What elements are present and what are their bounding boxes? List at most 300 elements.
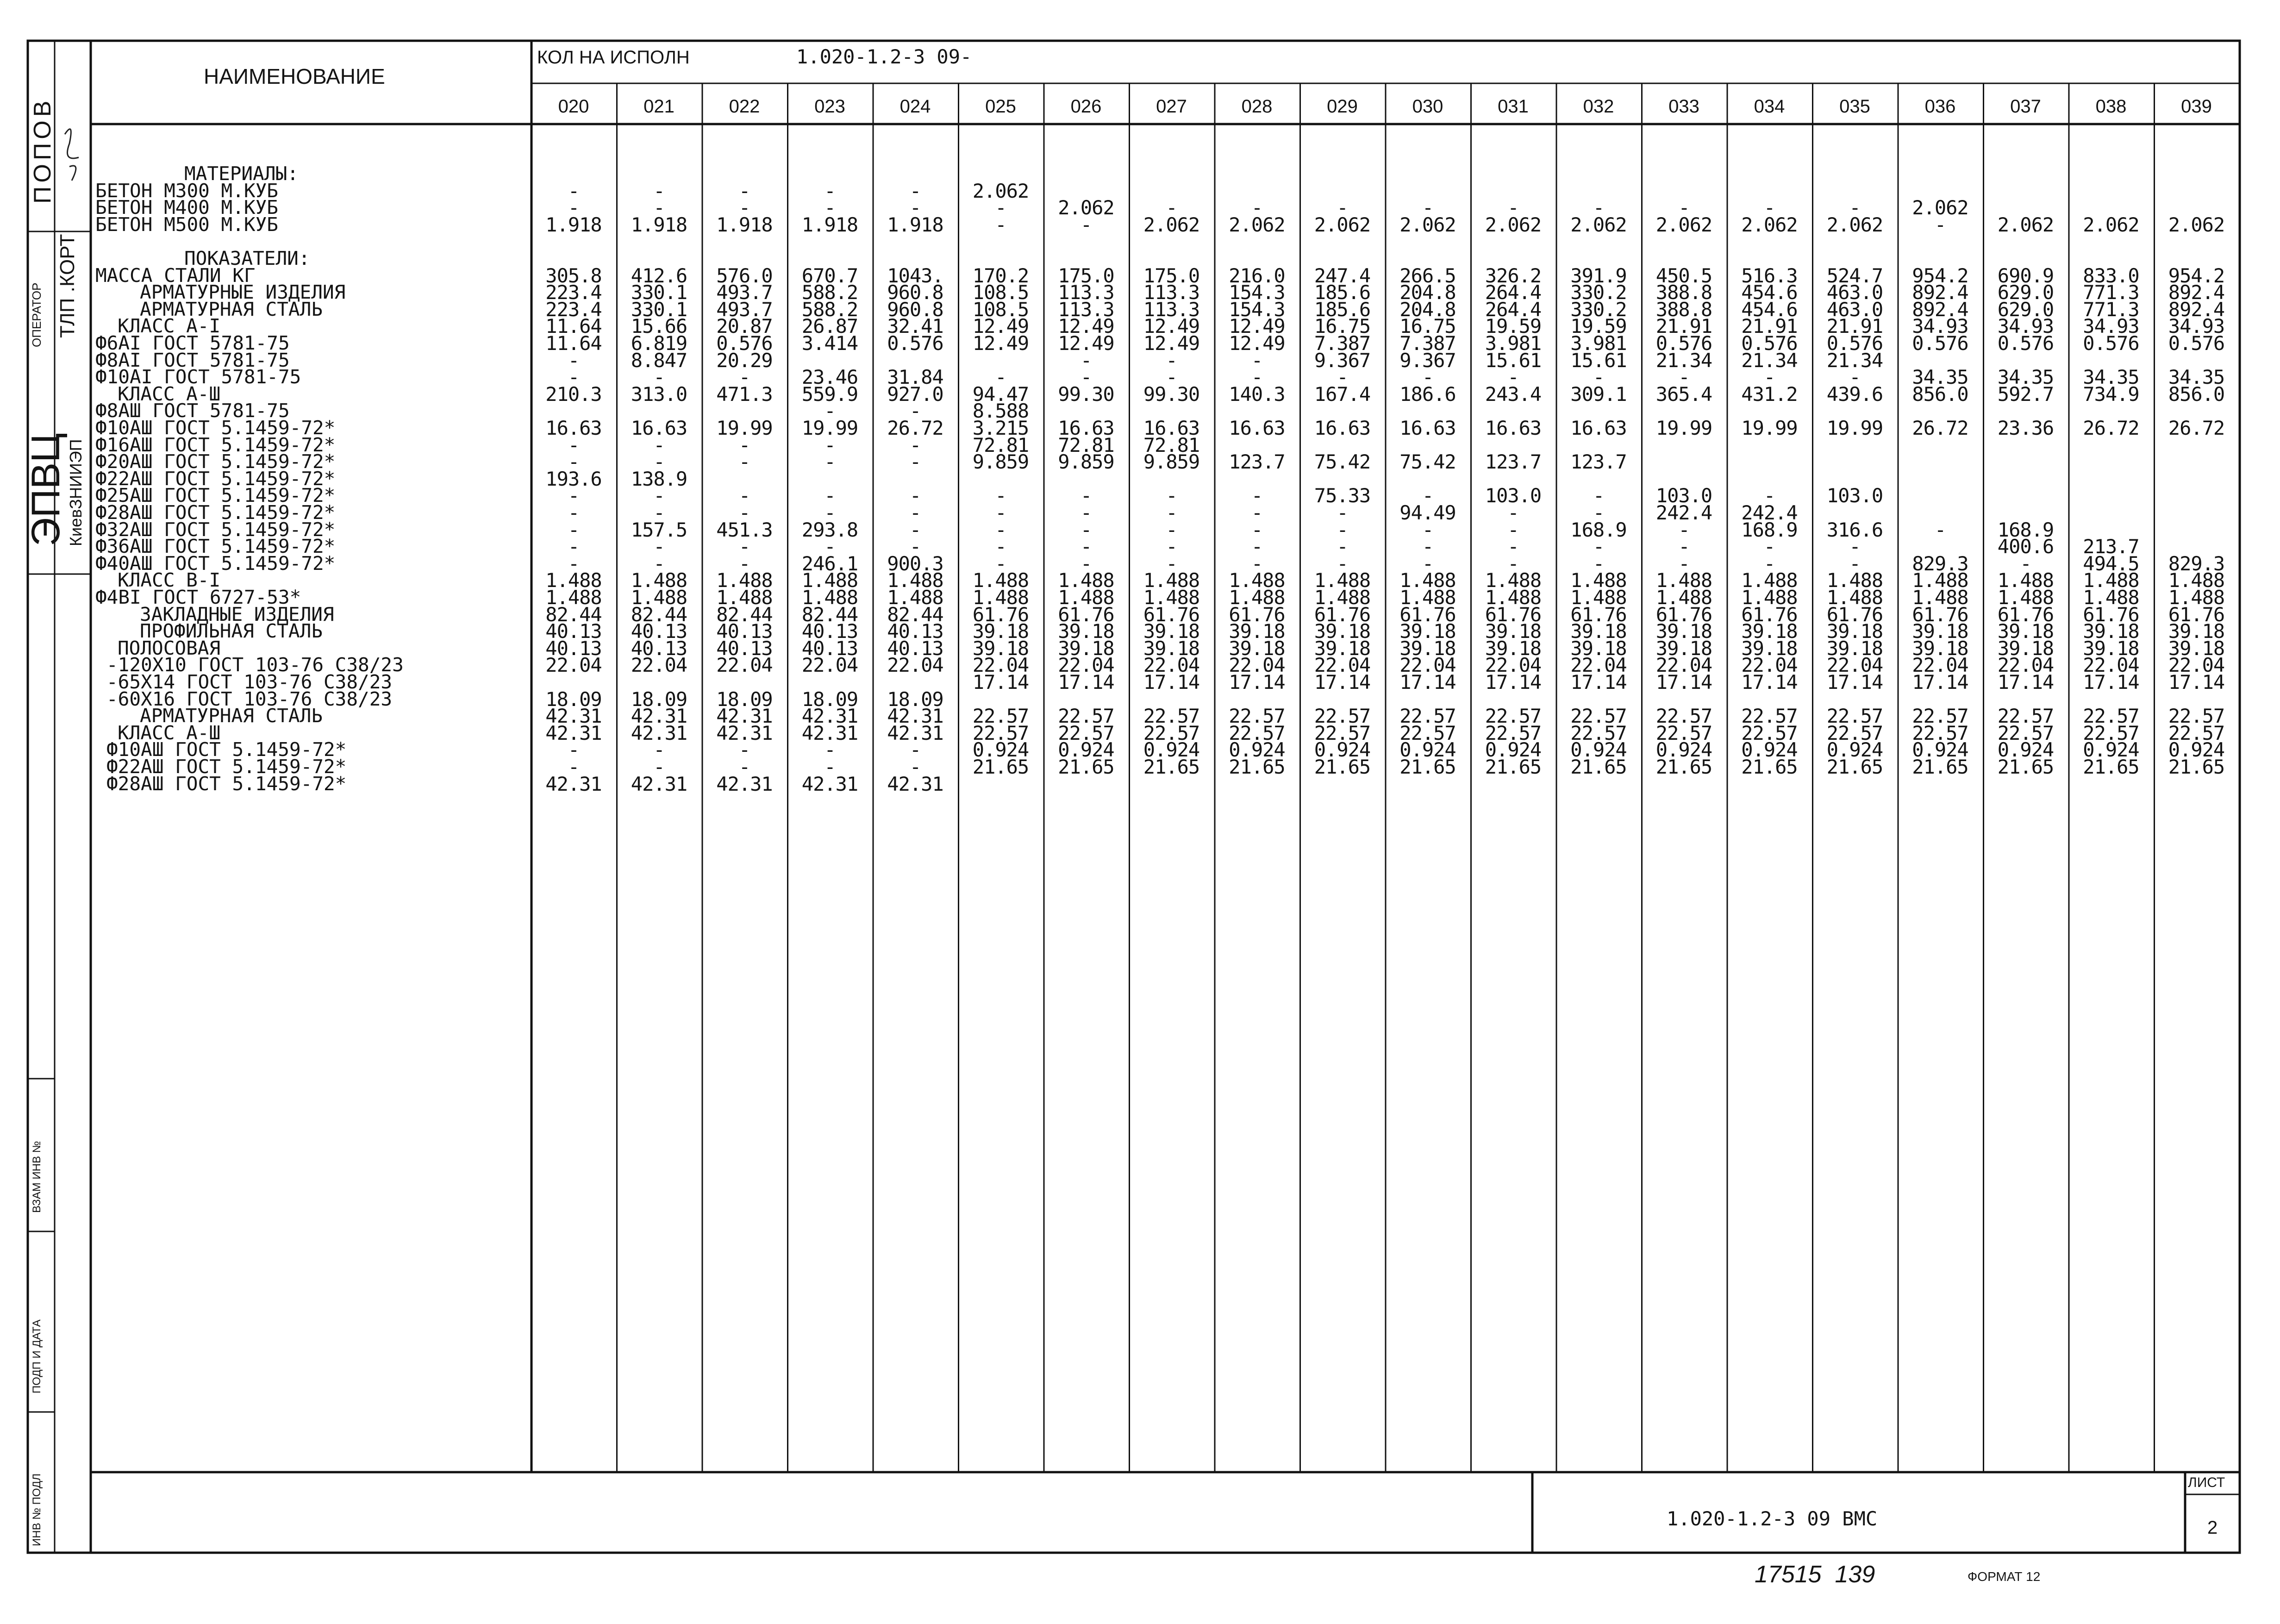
table-cell: - <box>909 518 921 541</box>
table-cell: 12.49 <box>972 315 1029 338</box>
table-cell: - <box>738 535 750 558</box>
row-label: Ф10АI ГОСТ 5781-75 <box>95 366 301 388</box>
table-cell: 26.87 <box>801 315 858 338</box>
table-cell: 154.3 <box>1229 281 1285 304</box>
variant-code: 026 <box>1070 96 1102 117</box>
table-cell: 204.8 <box>1399 298 1456 321</box>
name-column-header: НАИМЕНОВАНИЕ <box>204 64 385 88</box>
table-cell: 3.981 <box>1570 332 1627 355</box>
table-cell: 193.6 <box>545 467 602 490</box>
table-cell: 17.14 <box>972 671 1029 693</box>
table-cell: - <box>1849 535 1861 558</box>
table-cell: 16.63 <box>631 417 687 439</box>
row-label: Ф28АШ ГОСТ 5.1459-72* <box>106 772 347 795</box>
table-cell: 450.5 <box>1655 264 1712 287</box>
table-cell: 22.57 <box>1399 721 1456 744</box>
table-cell: 900.3 <box>887 552 943 575</box>
table-cell: 1.488 <box>2083 569 2139 592</box>
table-cell: 22.57 <box>1143 721 1200 744</box>
table-cell: - <box>1080 484 1092 507</box>
table-cell: 72.81 <box>1058 433 1114 456</box>
table-cell: - <box>1849 552 1861 575</box>
table-cell: - <box>909 433 921 456</box>
table-cell: 9.859 <box>972 450 1029 474</box>
table-cell: 771.3 <box>2083 298 2139 321</box>
signature-scribble <box>65 129 79 181</box>
table-cell: 16.63 <box>1485 417 1542 439</box>
row-label: Ф32АШ ГОСТ 5.1459-72* <box>95 518 336 541</box>
table-cell: 0.924 <box>1826 738 1883 762</box>
table-cell: - <box>995 501 1006 524</box>
table-cell: 16.63 <box>1399 417 1456 439</box>
table-cell: - <box>1763 484 1775 507</box>
table-cell: 22.57 <box>1314 705 1371 728</box>
table-cell: 0.924 <box>2083 738 2139 762</box>
table-cell: - <box>1678 535 1690 558</box>
table-cell: 39.18 <box>1229 620 1285 643</box>
table-cell: 264.4 <box>1485 281 1542 304</box>
table-cell: 0.924 <box>1229 738 1285 762</box>
table-cell: - <box>1593 535 1605 558</box>
sheet-number: 2 <box>2207 1518 2218 1538</box>
table-cell: 493.7 <box>716 298 773 321</box>
table-cell: 61.76 <box>1826 603 1883 626</box>
table-cell: 242.4 <box>1655 501 1712 524</box>
table-cell: 2.062 <box>1826 213 1883 236</box>
table-cell: 0.576 <box>1655 332 1712 355</box>
table-cell: 629.0 <box>1997 281 2054 304</box>
table-cell: 140.3 <box>1229 382 1285 406</box>
table-cell: 94.47 <box>972 382 1029 406</box>
stamp-popov: ПОПОВ <box>29 97 56 204</box>
table-cell: 588.2 <box>801 298 858 321</box>
row-label: БЕТОН М500 М.КУБ <box>95 213 278 236</box>
row-label: Ф4ВI ГОСТ 6727-53* <box>95 586 301 608</box>
table-cell: 22.04 <box>2168 654 2225 677</box>
table-cell: 113.3 <box>1143 281 1200 304</box>
table-cell: - <box>1080 366 1092 389</box>
row-label: АРМАТУРНАЯ СТАЛЬ <box>140 705 323 727</box>
table-cell: 22.04 <box>1912 654 1968 677</box>
table-cell: 21.34 <box>1655 349 1712 372</box>
table-cell: 1.488 <box>972 569 1029 592</box>
row-label: ПОЛОСОВАЯ <box>118 637 221 659</box>
table-cell: 391.9 <box>1570 264 1627 287</box>
table-cell: - <box>824 196 836 219</box>
table-cell: 1.488 <box>1485 569 1542 592</box>
table-cell: 210.3 <box>545 382 602 406</box>
table-cell: - <box>1678 196 1690 219</box>
table-cell: - <box>1763 196 1775 219</box>
table-cell: 61.76 <box>1485 603 1542 626</box>
table-cell: 17.14 <box>1912 671 1968 693</box>
table-cell: - <box>568 756 580 778</box>
table-cell: 21.65 <box>972 756 1029 778</box>
table-cell: 22.57 <box>1826 705 1883 728</box>
table-cell: 0.924 <box>1912 738 1968 762</box>
document-code: 1.020-1.2-3 09 ВМС <box>1667 1507 1878 1530</box>
table-cell: 0.924 <box>1399 738 1456 762</box>
table-cell: 61.76 <box>1997 603 2054 626</box>
table-cell: 2.062 <box>1399 213 1456 236</box>
table-cell: 2.062 <box>1058 196 1114 219</box>
table-cell: 23.46 <box>801 366 858 389</box>
table-cell: 1.918 <box>887 213 943 236</box>
table-cell: 26.72 <box>2168 417 2225 439</box>
table-cell: 8.588 <box>972 400 1029 423</box>
table-cell: 22.57 <box>1058 705 1114 728</box>
table-cell: 17.14 <box>1399 671 1456 693</box>
table-cell: 16.75 <box>1314 315 1371 338</box>
table-cell: - <box>909 179 921 202</box>
table-cell: 42.31 <box>545 721 602 744</box>
table-cell: - <box>1934 518 1946 541</box>
table-cell: 11.64 <box>545 315 602 338</box>
table-cell: - <box>1251 501 1263 524</box>
table-cell: - <box>568 433 580 456</box>
stamp-org: ЭПВЦ <box>24 433 68 546</box>
table-cell: - <box>1763 552 1775 575</box>
table-cell: - <box>1678 552 1690 575</box>
table-cell: 82.44 <box>631 603 687 626</box>
table-cell: 8.847 <box>631 349 687 372</box>
table-cell: 927.0 <box>887 382 943 406</box>
table-cell: 42.31 <box>801 721 858 744</box>
table-cell: - <box>738 484 750 507</box>
table-cell: 61.76 <box>1570 603 1627 626</box>
table-cell: - <box>1593 501 1605 524</box>
table-cell: 1.488 <box>545 586 602 609</box>
table-cell: 20.87 <box>716 315 773 338</box>
row-label: Ф25АШ ГОСТ 5.1459-72* <box>95 484 336 507</box>
table-cell: 22.57 <box>1143 705 1200 728</box>
table-cell: 16.63 <box>1314 417 1371 439</box>
table-cell: - <box>1166 535 1177 558</box>
table-cell: 40.13 <box>801 637 858 660</box>
table-cell: 1.488 <box>1143 569 1200 592</box>
table-cell: 670.7 <box>801 264 858 287</box>
table-cell: 39.18 <box>1655 637 1712 660</box>
table-cell: 0.576 <box>1826 332 1883 355</box>
table-cell: - <box>824 738 836 762</box>
table-cell: 771.3 <box>2083 281 2139 304</box>
table-cell: - <box>1422 552 1434 575</box>
table-cell: 61.76 <box>1058 603 1114 626</box>
variant-code: 036 <box>1924 96 1956 117</box>
table-cell: - <box>995 552 1006 575</box>
table-cell: 21.65 <box>1912 756 1968 778</box>
table-cell: 61.76 <box>1229 603 1285 626</box>
table-cell: - <box>1080 535 1092 558</box>
table-cell: 17.14 <box>1485 671 1542 693</box>
table-cell: 1.488 <box>1314 586 1371 609</box>
table-cell: - <box>568 179 580 202</box>
table-cell: 451.3 <box>716 518 773 541</box>
table-cell: 1.488 <box>2168 586 2225 609</box>
table-cell: 213.7 <box>2083 535 2139 558</box>
table-cell: 833.0 <box>2083 264 2139 287</box>
stamp-institute: КиевЗНИИЭП <box>66 439 85 546</box>
table-cell: - <box>2020 552 2031 575</box>
table-cell: 9.859 <box>1058 450 1114 474</box>
table-cell: - <box>909 196 921 219</box>
table-cell: 1.488 <box>545 569 602 592</box>
table-cell: 22.04 <box>716 654 773 677</box>
table-cell: 734.9 <box>2083 382 2139 406</box>
variant-code: 032 <box>1583 96 1614 117</box>
table-cell: 690.9 <box>1997 264 2054 287</box>
variant-code: 030 <box>1412 96 1443 117</box>
table-cell: 61.76 <box>1143 603 1200 626</box>
table-cell: - <box>995 518 1006 541</box>
table-cell: 39.18 <box>1485 637 1542 660</box>
table-cell: - <box>653 501 665 524</box>
table-cell: 72.81 <box>1143 433 1200 456</box>
table-cell: 40.13 <box>631 620 687 643</box>
table-cell: 19.99 <box>1741 417 1798 439</box>
table-cell: 40.13 <box>887 637 943 660</box>
table-cell: - <box>1507 366 1519 389</box>
table-cell: 39.18 <box>2083 620 2139 643</box>
table-cell: 516.3 <box>1741 264 1798 287</box>
table-cell: - <box>1251 366 1263 389</box>
table-cell: 2.062 <box>1741 213 1798 236</box>
table-cell: 1.488 <box>716 586 773 609</box>
table-cell: 3.414 <box>801 332 858 355</box>
table-cell: 22.57 <box>2168 705 2225 728</box>
row-label: -65Х14 ГОСТ 103-76 С38/23 <box>106 671 393 693</box>
table-cell: 19.59 <box>1570 315 1627 338</box>
table-cell: - <box>824 450 836 474</box>
table-cell: 1043. <box>887 264 943 287</box>
table-cell: - <box>824 433 836 456</box>
variant-code: 039 <box>2181 96 2212 117</box>
table-cell: 21.65 <box>1485 756 1542 778</box>
table-cell: - <box>1678 518 1690 541</box>
table-cell: 1.488 <box>801 586 858 609</box>
table-cell: 22.57 <box>2083 705 2139 728</box>
table-cell: 39.18 <box>1058 620 1114 643</box>
table-cell: 22.57 <box>1485 721 1542 744</box>
table-cell: 42.31 <box>716 772 773 795</box>
table-cell: 21.65 <box>1741 756 1798 778</box>
row-label: ПРОФИЛЬНАЯ СТАЛЬ <box>140 620 323 643</box>
table-cell: 22.04 <box>1741 654 1798 677</box>
table-cell: 3.215 <box>972 417 1029 439</box>
table-cell: 1.488 <box>887 569 943 592</box>
table-cell: 330.1 <box>631 281 687 304</box>
variant-code: 038 <box>2095 96 2127 117</box>
table-cell: 463.0 <box>1826 298 1883 321</box>
table-cell: - <box>568 738 580 762</box>
table-cell: 16.63 <box>1570 417 1627 439</box>
table-cell: 17.14 <box>1997 671 2054 693</box>
row-label: Ф22АШ ГОСТ 5.1459-72* <box>95 467 336 490</box>
table-cell: 34.35 <box>2168 366 2225 389</box>
table-cell: 309.1 <box>1570 382 1627 406</box>
table-cell: - <box>909 450 921 474</box>
table-cell: 588.2 <box>801 281 858 304</box>
table-cell: 185.6 <box>1314 281 1371 304</box>
table-cell: 39.18 <box>1912 620 1968 643</box>
table-cell: - <box>738 433 750 456</box>
table-cell: 431.2 <box>1741 382 1798 406</box>
table-cell: 42.31 <box>545 705 602 728</box>
table-cell: 223.4 <box>545 281 602 304</box>
table-cell: 22.04 <box>1229 654 1285 677</box>
variant-code: 031 <box>1498 96 1529 117</box>
table-cell: 154.3 <box>1229 298 1285 321</box>
table-cell: 39.18 <box>1314 620 1371 643</box>
table-cell: 15.61 <box>1570 349 1627 372</box>
table-cell: 21.65 <box>1229 756 1285 778</box>
table-cell: 175.0 <box>1058 264 1114 287</box>
table-cell: 39.18 <box>1314 637 1371 660</box>
table-cell: 3.981 <box>1485 332 1542 355</box>
table-cell: 316.6 <box>1826 518 1883 541</box>
table-cell: 19.99 <box>801 417 858 439</box>
table-cell: - <box>1934 213 1946 236</box>
table-cell: 34.93 <box>1997 315 2054 338</box>
sheet-label: ЛИСТ <box>2188 1475 2225 1490</box>
table-cell: 138.9 <box>631 467 687 490</box>
table-cell: - <box>568 535 580 558</box>
row-label: КЛАСС А-Ш <box>118 382 221 405</box>
table-cell: 1.488 <box>1826 586 1883 609</box>
table-cell: 856.0 <box>2168 382 2225 406</box>
table-cell: 19.99 <box>716 417 773 439</box>
table-cell: 1.488 <box>1399 569 1456 592</box>
table-cell: 103.0 <box>1485 484 1542 507</box>
row-label: Ф8АI ГОСТ 5781-75 <box>95 349 290 371</box>
table-cell: 22.57 <box>1912 705 1968 728</box>
table-cell: 34.35 <box>1912 366 1968 389</box>
variant-code: 027 <box>1156 96 1187 117</box>
table-cell: 1.918 <box>801 213 858 236</box>
table-cell: 17.14 <box>1229 671 1285 693</box>
table-cell: 1.488 <box>972 586 1029 609</box>
table-cell: - <box>1849 196 1861 219</box>
table-cell: 39.18 <box>1912 637 1968 660</box>
table-cell: 21.65 <box>1314 756 1371 778</box>
table-cell: - <box>568 196 580 219</box>
table-cell: - <box>1166 518 1177 541</box>
table-cell: 168.9 <box>1570 518 1627 541</box>
table-cell: - <box>824 179 836 202</box>
table-cell: 326.2 <box>1485 264 1542 287</box>
table-cell: - <box>1422 518 1434 541</box>
table-cell: - <box>738 501 750 524</box>
table-cell: 892.4 <box>2168 281 2225 304</box>
table-cell: 22.57 <box>1997 721 2054 744</box>
table-cell: 829.3 <box>1912 552 1968 575</box>
table-cell: 1.918 <box>716 213 773 236</box>
table-cell: 39.18 <box>1229 637 1285 660</box>
table-cell: 18.09 <box>887 687 943 711</box>
table-cell: 1.488 <box>716 569 773 592</box>
table-cell: 21.91 <box>1826 315 1883 338</box>
table-cell: 1.488 <box>2168 569 2225 592</box>
table-cell: 313.0 <box>631 382 687 406</box>
table-cell: 0.924 <box>1314 738 1371 762</box>
table-cell: 39.18 <box>1997 620 2054 643</box>
table-cell: 1.488 <box>1229 586 1285 609</box>
table-cell: 2.062 <box>2168 213 2225 236</box>
table-cell: - <box>1849 366 1861 389</box>
table-cell: 22.57 <box>1741 705 1798 728</box>
table-cell: 1.488 <box>1058 586 1114 609</box>
table-cell: 1.488 <box>887 586 943 609</box>
table-cell: 0.576 <box>2168 332 2225 355</box>
table-cell: 186.6 <box>1399 382 1456 406</box>
table-cell: - <box>1593 552 1605 575</box>
table-cell: 1.488 <box>1314 569 1371 592</box>
table-cell: 2.062 <box>1314 213 1371 236</box>
table-cell: 7.387 <box>1314 332 1371 355</box>
table-cell: 1.488 <box>1912 569 1968 592</box>
table-cell: 123.7 <box>1570 450 1627 474</box>
table-cell: 15.66 <box>631 315 687 338</box>
table-cell: - <box>738 756 750 778</box>
table-cell: 34.93 <box>2083 315 2139 338</box>
table-cell: - <box>1251 349 1263 372</box>
row-label: БЕТОН М400 М.КУБ <box>95 196 278 219</box>
table-cell: - <box>1080 213 1092 236</box>
stamp-corrector: ТЛП .КОРТ <box>56 234 79 338</box>
table-cell: - <box>1337 196 1348 219</box>
table-cell: 17.14 <box>1826 671 1883 693</box>
table-cell: 1.488 <box>1229 569 1285 592</box>
table-cell: 22.57 <box>1485 705 1542 728</box>
row-label: Ф10АШ ГОСТ 5.1459-72* <box>95 417 336 439</box>
table-cell: 75.42 <box>1399 450 1456 474</box>
table-cell: 16.63 <box>1058 417 1114 439</box>
table-cell: 82.44 <box>887 603 943 626</box>
table-cell: 22.57 <box>2083 721 2139 744</box>
table-cell: 185.6 <box>1314 298 1371 321</box>
table-cell: 82.44 <box>801 603 858 626</box>
table-cell: 1.488 <box>1741 569 1798 592</box>
table-cell: - <box>653 535 665 558</box>
table-cell: 0.576 <box>1997 332 2054 355</box>
table-cell: 954.2 <box>1912 264 1968 287</box>
row-label: Ф22АШ ГОСТ 5.1459-72* <box>106 756 347 778</box>
table-cell: - <box>738 450 750 474</box>
table-cell: - <box>568 349 580 372</box>
table-cell: 21.65 <box>1997 756 2054 778</box>
table-cell: 26.72 <box>2083 417 2139 439</box>
table-cell: - <box>1080 349 1092 372</box>
row-label: КЛАСС В-I <box>118 569 221 592</box>
variant-code: 029 <box>1327 96 1358 117</box>
table-cell: - <box>1166 349 1177 372</box>
table-cell: - <box>1678 366 1690 389</box>
table-cell: 2.062 <box>2083 213 2139 236</box>
table-cell: 75.42 <box>1314 450 1371 474</box>
table-cell: 123.7 <box>1485 450 1542 474</box>
table-cell: 17.14 <box>1741 671 1798 693</box>
table-cell: 22.04 <box>1655 654 1712 677</box>
table-cell: 17.14 <box>1058 671 1114 693</box>
table-cell: 19.99 <box>1826 417 1883 439</box>
table-cell: - <box>995 366 1006 389</box>
table-cell: - <box>653 756 665 778</box>
table-cell: 454.6 <box>1741 281 1798 304</box>
table-cell: 21.34 <box>1826 349 1883 372</box>
table-cell: - <box>1422 535 1434 558</box>
table-cell: 16.63 <box>545 417 602 439</box>
variant-code: 028 <box>1241 96 1273 117</box>
